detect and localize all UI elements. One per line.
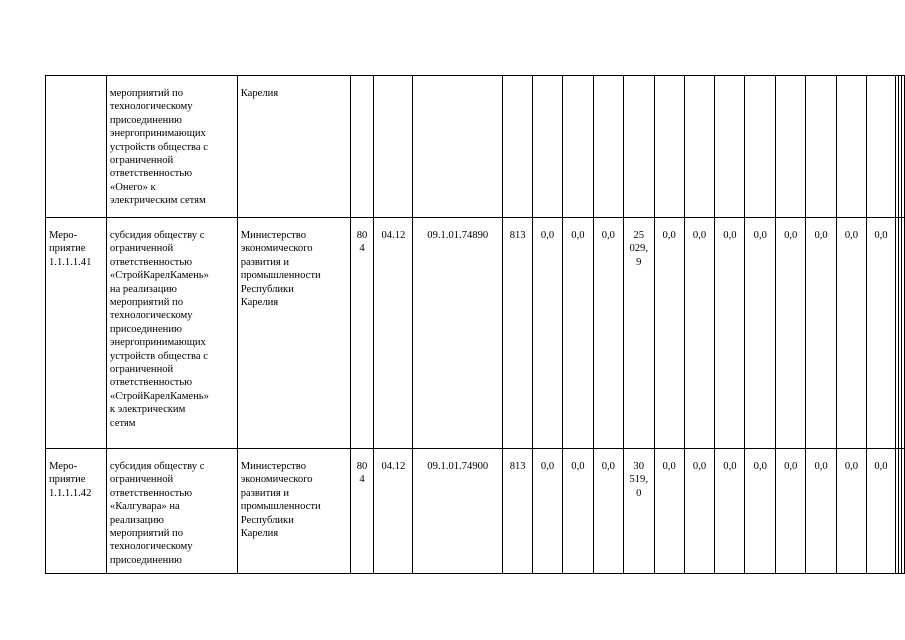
- cell-line: электрическим сетям: [109, 195, 206, 207]
- cell-line: 0,0: [814, 230, 828, 241]
- cell-line: субсидия обществу с: [109, 461, 205, 472]
- cell-line: 9: [636, 256, 642, 268]
- value-cell: [593, 449, 623, 574]
- cell-line: 0,0: [571, 461, 585, 472]
- cell-line: 029,: [629, 243, 648, 255]
- value-cell: [684, 218, 715, 449]
- cell-line: «СтройКарелКамень»: [109, 270, 209, 282]
- description-cell: [106, 76, 237, 218]
- budget-table: [45, 75, 905, 574]
- cell-line: 4: [359, 243, 365, 255]
- description-cell: [106, 218, 237, 449]
- cell-line: 80: [356, 230, 368, 241]
- table-row: [46, 449, 905, 574]
- cell-line: на реализацию: [109, 283, 177, 295]
- table-row: [46, 76, 905, 218]
- cell-line: 0,0: [692, 230, 707, 241]
- cell-line: Меро-: [49, 230, 78, 241]
- cell-line: 0,0: [874, 461, 888, 472]
- value-cell: [866, 449, 895, 574]
- value-cell: [684, 76, 715, 218]
- table-row: [46, 218, 905, 449]
- cell-line: 30: [633, 461, 645, 472]
- vr-cell: [503, 76, 533, 218]
- cell-line: развития и: [240, 256, 290, 268]
- value-cell: [902, 218, 905, 449]
- value-cell: [837, 218, 867, 449]
- value-cell: [654, 449, 684, 574]
- cell-line: мероприятий по: [109, 528, 183, 540]
- cell-line: приятие: [49, 243, 86, 255]
- value-cell: [654, 218, 684, 449]
- csr-cell: 09.1.01.74900: [413, 449, 503, 574]
- cell-line: ограниченной: [109, 364, 174, 376]
- value-cell: [562, 218, 593, 449]
- cell-line: 0,0: [844, 461, 859, 472]
- event-cell: [46, 76, 107, 218]
- cell-line: 0,0: [662, 461, 676, 472]
- cell-line: ограниченной: [109, 155, 174, 167]
- value-cell: [562, 449, 593, 574]
- cell-line: Меро-: [49, 461, 78, 472]
- cell-line: 0: [636, 487, 642, 499]
- cell-line: промышленности: [240, 270, 321, 282]
- cell-line: технологическому: [109, 310, 193, 322]
- cell-line: 0,0: [692, 461, 707, 472]
- vr-cell: 813: [503, 449, 533, 574]
- value-cell: [837, 449, 867, 574]
- value-cell: [533, 218, 563, 449]
- rzpr-cell: [374, 76, 413, 218]
- cell-line: 0,0: [753, 230, 767, 241]
- grbs-cell: [350, 449, 374, 574]
- vr-cell: 813: [503, 218, 533, 449]
- cell-line: присоединению: [109, 114, 182, 126]
- value-cell: [745, 218, 776, 449]
- cell-line: мероприятий по: [109, 297, 183, 309]
- cell-line: промышленности: [240, 501, 321, 513]
- cell-line: мероприятий по: [109, 88, 183, 99]
- value-cell: [533, 76, 563, 218]
- cell-line: ответственностью: [109, 256, 193, 268]
- value-cell: [623, 218, 654, 449]
- cell-line: ответственностью: [109, 487, 193, 499]
- cell-line: 1.1.1.1.41: [49, 256, 92, 268]
- cell-line: субсидия обществу с: [109, 230, 205, 241]
- cell-line: Министерство: [240, 461, 307, 472]
- cell-line: 0,0: [601, 461, 615, 472]
- csr-cell: 09.1.01.74890: [413, 218, 503, 449]
- cell-line: Карелия: [240, 528, 279, 540]
- cell-line: энергопринимающих: [109, 128, 206, 140]
- grbs-cell: [350, 218, 374, 449]
- value-cell: [533, 449, 563, 574]
- cell-line: 0,0: [784, 461, 798, 472]
- description-cell: [106, 449, 237, 574]
- cell-line: 0,0: [571, 230, 585, 241]
- value-cell: [745, 449, 776, 574]
- cell-line: 0,0: [784, 230, 798, 241]
- value-cell: [902, 449, 905, 574]
- event-cell: [46, 218, 107, 449]
- cell-line: 25: [633, 230, 645, 241]
- cell-line: ограниченной: [109, 474, 174, 486]
- cell-line: 4: [359, 474, 365, 486]
- value-cell: [866, 76, 895, 218]
- rzpr-cell: 04.12: [374, 449, 413, 574]
- value-cell: [623, 76, 654, 218]
- cell-line: 0,0: [723, 461, 737, 472]
- cell-line: сетям: [109, 417, 136, 429]
- cell-line: Республики: [240, 514, 294, 526]
- cell-line: ответственностью: [109, 168, 193, 180]
- value-cell: [806, 76, 837, 218]
- event-cell: [46, 449, 107, 574]
- cell-line: 0,0: [601, 230, 615, 241]
- executor-cell: [237, 76, 350, 218]
- cell-line: ограниченной: [109, 243, 174, 255]
- cell-line: приятие: [49, 474, 86, 486]
- cell-line: устройств общества с: [109, 141, 208, 153]
- value-cell: [837, 76, 867, 218]
- executor-cell: [237, 218, 350, 449]
- value-cell: [593, 76, 623, 218]
- value-cell: [715, 76, 745, 218]
- cell-line: 519,: [629, 474, 648, 486]
- cell-line: 1.1.1.1.42: [49, 487, 92, 499]
- cell-line: «СтройКарелКамень»: [109, 390, 209, 402]
- executor-cell: [237, 449, 350, 574]
- value-cell: [866, 218, 895, 449]
- cell-line: Карелия: [240, 88, 279, 99]
- cell-line: ответственностью: [109, 377, 193, 389]
- cell-line: Карелия: [240, 297, 279, 309]
- cell-line: к электрическим: [109, 404, 186, 416]
- cell-line: технологическому: [109, 101, 193, 113]
- cell-line: 0,0: [723, 230, 737, 241]
- grbs-cell: [350, 76, 374, 218]
- cell-line: «Онего» к: [109, 181, 156, 193]
- value-cell: [776, 449, 806, 574]
- cell-line: 0,0: [662, 230, 676, 241]
- cell-line: 0,0: [540, 461, 555, 472]
- cell-line: 80: [356, 461, 368, 472]
- cell-line: развития и: [240, 487, 290, 499]
- value-cell: [745, 76, 776, 218]
- cell-line: 0,0: [874, 230, 888, 241]
- cell-line: 0,0: [540, 230, 555, 241]
- cell-line: реализацию: [109, 514, 164, 526]
- cell-line: 0,0: [844, 230, 859, 241]
- cell-line: Министерство: [240, 230, 307, 241]
- cell-line: экономического: [240, 474, 313, 486]
- cell-line: устройств общества с: [109, 350, 208, 362]
- cell-line: технологическому: [109, 541, 193, 553]
- rzpr-cell: 04.12: [374, 218, 413, 449]
- value-cell: [654, 76, 684, 218]
- value-cell: [902, 76, 905, 218]
- cell-line: Республики: [240, 283, 294, 295]
- value-cell: [593, 218, 623, 449]
- cell-line: экономического: [240, 243, 313, 255]
- value-cell: [562, 76, 593, 218]
- value-cell: [684, 449, 715, 574]
- cell-line: присоединению: [109, 323, 182, 335]
- cell-line: 0,0: [753, 461, 767, 472]
- value-cell: [806, 449, 837, 574]
- cell-line: 0,0: [814, 461, 828, 472]
- cell-line: энергопринимающих: [109, 337, 206, 349]
- cell-line: «Калгувара» на: [109, 501, 180, 513]
- table-body: [46, 76, 905, 574]
- value-cell: [776, 76, 806, 218]
- csr-cell: [413, 76, 503, 218]
- value-cell: [715, 449, 745, 574]
- value-cell: [623, 449, 654, 574]
- value-cell: [776, 218, 806, 449]
- value-cell: [806, 218, 837, 449]
- cell-line: присоединению: [109, 554, 182, 566]
- value-cell: [715, 218, 745, 449]
